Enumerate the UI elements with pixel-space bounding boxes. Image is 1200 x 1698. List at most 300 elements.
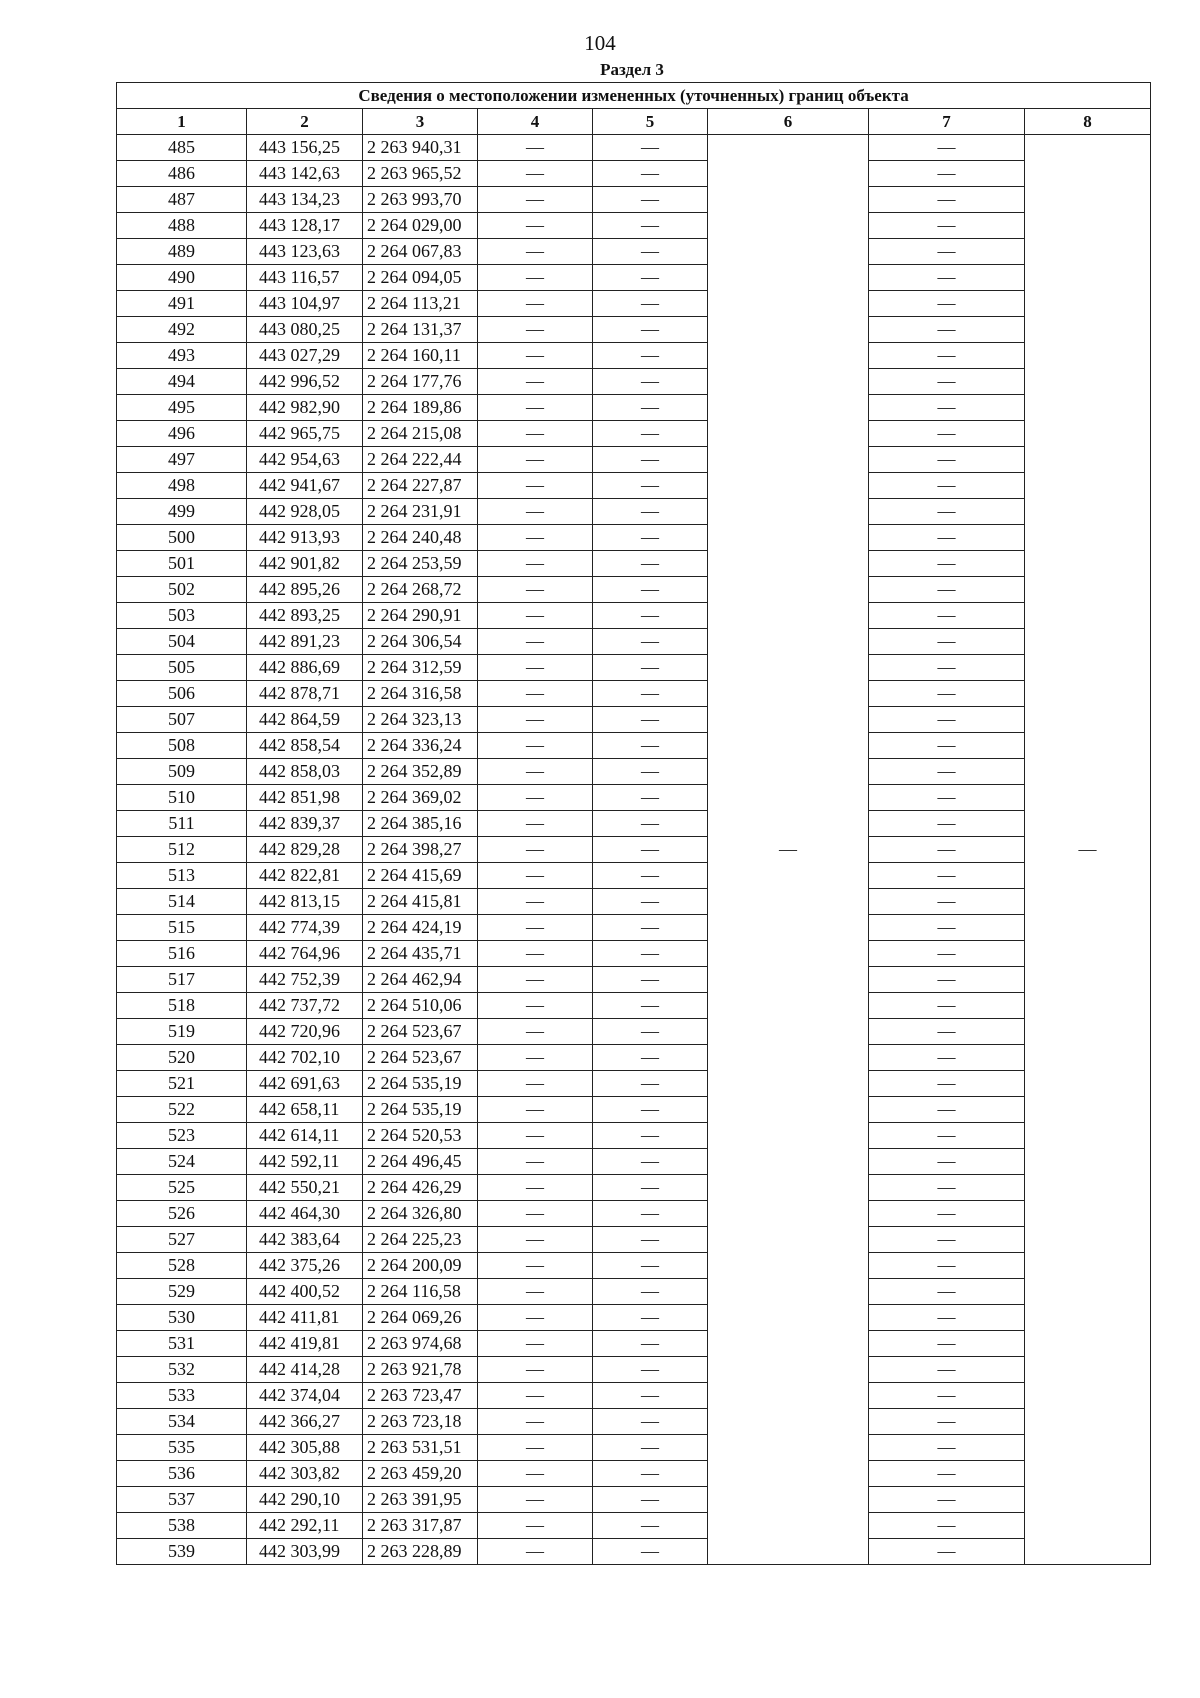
point-number-cell: 527 [117, 1227, 247, 1253]
table-row [117, 603, 1151, 629]
column-7-cell: — [869, 1461, 1025, 1487]
column-4-cell: — [478, 759, 593, 785]
point-number-cell: 521 [117, 1071, 247, 1097]
table-row [117, 499, 1151, 525]
x-coordinate-cell: 442 839,37 [247, 811, 363, 837]
point-number-cell: 494 [117, 369, 247, 395]
column-5-cell: — [593, 1097, 708, 1123]
table-row [117, 629, 1151, 655]
column-4-cell: — [478, 343, 593, 369]
column-5-cell: — [593, 1227, 708, 1253]
table-row [117, 1123, 1151, 1149]
column-5-cell: — [593, 733, 708, 759]
y-coordinate-cell: 2 264 415,69 [363, 863, 478, 889]
x-coordinate-cell: 442 464,30 [247, 1201, 363, 1227]
column-5-cell: — [593, 551, 708, 577]
column-4-cell: — [478, 1227, 593, 1253]
table-row [117, 993, 1151, 1019]
column-7-cell: — [869, 681, 1025, 707]
column-7-cell: — [869, 629, 1025, 655]
column-4-cell: — [478, 1461, 593, 1487]
column-7-cell: — [869, 395, 1025, 421]
column-header: 5 [593, 109, 708, 135]
column-5-cell: — [593, 525, 708, 551]
column-4-cell: — [478, 1071, 593, 1097]
point-number-cell: 512 [117, 837, 247, 863]
column-7-cell: — [869, 1071, 1025, 1097]
y-coordinate-cell: 2 264 312,59 [363, 655, 478, 681]
column-5-cell: — [593, 187, 708, 213]
point-number-cell: 524 [117, 1149, 247, 1175]
column-7-cell: — [869, 863, 1025, 889]
x-coordinate-cell: 442 774,39 [247, 915, 363, 941]
column-header: 8 [1025, 109, 1151, 135]
table-row [117, 785, 1151, 811]
x-coordinate-cell: 442 411,81 [247, 1305, 363, 1331]
column-7-cell: — [869, 343, 1025, 369]
point-number-cell: 499 [117, 499, 247, 525]
point-number-cell: 539 [117, 1539, 247, 1565]
column-5-cell: — [593, 941, 708, 967]
column-5-cell: — [593, 1461, 708, 1487]
column-7-cell: — [869, 1305, 1025, 1331]
column-5-cell: — [593, 915, 708, 941]
point-number-cell: 501 [117, 551, 247, 577]
point-number-cell: 536 [117, 1461, 247, 1487]
x-coordinate-cell: 442 303,82 [247, 1461, 363, 1487]
column-4-cell: — [478, 499, 593, 525]
x-coordinate-cell: 442 764,96 [247, 941, 363, 967]
y-coordinate-cell: 2 264 116,58 [363, 1279, 478, 1305]
column-5-cell: — [593, 837, 708, 863]
point-number-cell: 500 [117, 525, 247, 551]
column-4-cell: — [478, 1539, 593, 1565]
table-row [117, 681, 1151, 707]
column-4-cell: — [478, 421, 593, 447]
column-7-cell: — [869, 915, 1025, 941]
column-5-cell: — [593, 499, 708, 525]
column-4-cell: — [478, 993, 593, 1019]
column-7-cell: — [869, 187, 1025, 213]
y-coordinate-cell: 2 264 496,45 [363, 1149, 478, 1175]
column-5-cell: — [593, 473, 708, 499]
column-7-cell: — [869, 811, 1025, 837]
table-row [117, 213, 1151, 239]
column-7-cell: — [869, 1123, 1025, 1149]
column-7-cell: — [869, 1045, 1025, 1071]
x-coordinate-cell: 442 941,67 [247, 473, 363, 499]
column-5-cell: — [593, 811, 708, 837]
column-7-cell: — [869, 213, 1025, 239]
column-7-cell: — [869, 369, 1025, 395]
column-5-cell: — [593, 447, 708, 473]
column-7-cell: — [869, 733, 1025, 759]
x-coordinate-cell: 442 996,52 [247, 369, 363, 395]
column-4-cell: — [478, 967, 593, 993]
y-coordinate-cell: 2 264 200,09 [363, 1253, 478, 1279]
column-7-cell: — [869, 837, 1025, 863]
column-5-cell: — [593, 889, 708, 915]
column-4-cell: — [478, 1409, 593, 1435]
column-4-cell: — [478, 265, 593, 291]
column-7-cell: — [869, 317, 1025, 343]
table-row [117, 343, 1151, 369]
y-coordinate-cell: 2 264 067,83 [363, 239, 478, 265]
table-row [117, 967, 1151, 993]
column-7-cell: — [869, 1487, 1025, 1513]
point-number-cell: 533 [117, 1383, 247, 1409]
column-5-cell: — [593, 1305, 708, 1331]
point-number-cell: 496 [117, 421, 247, 447]
x-coordinate-cell: 442 614,11 [247, 1123, 363, 1149]
table-row [117, 811, 1151, 837]
y-coordinate-cell: 2 264 160,11 [363, 343, 478, 369]
column-7-cell: — [869, 499, 1025, 525]
column-header: 6 [708, 109, 869, 135]
x-coordinate-cell: 442 400,52 [247, 1279, 363, 1305]
column-4-cell: — [478, 1305, 593, 1331]
column-5-cell: — [593, 1487, 708, 1513]
point-number-cell: 509 [117, 759, 247, 785]
y-coordinate-cell: 2 264 385,16 [363, 811, 478, 837]
point-number-cell: 493 [117, 343, 247, 369]
table-row [117, 655, 1151, 681]
x-coordinate-cell: 442 858,54 [247, 733, 363, 759]
column-7-cell: — [869, 603, 1025, 629]
column-5-cell: — [593, 135, 708, 161]
column-7-cell: — [869, 967, 1025, 993]
column-7-cell: — [869, 993, 1025, 1019]
x-coordinate-cell: 442 592,11 [247, 1149, 363, 1175]
x-coordinate-cell: 442 901,82 [247, 551, 363, 577]
section-title: Раздел 3 [600, 60, 664, 79]
y-coordinate-cell: 2 264 240,48 [363, 525, 478, 551]
point-number-cell: 515 [117, 915, 247, 941]
x-coordinate-cell: 442 292,11 [247, 1513, 363, 1539]
y-coordinate-cell: 2 264 426,29 [363, 1175, 478, 1201]
table-row [117, 473, 1151, 499]
column-4-cell: — [478, 1279, 593, 1305]
column-4-cell: — [478, 1019, 593, 1045]
table-row [117, 161, 1151, 187]
column-4-cell: — [478, 473, 593, 499]
x-coordinate-cell: 442 414,28 [247, 1357, 363, 1383]
column-5-cell: — [593, 1045, 708, 1071]
column-7-cell: — [869, 1227, 1025, 1253]
column-4-cell: — [478, 1253, 593, 1279]
column-4-cell: — [478, 1435, 593, 1461]
y-coordinate-cell: 2 263 993,70 [363, 187, 478, 213]
column-5-cell: — [593, 239, 708, 265]
column-4-cell: — [478, 577, 593, 603]
point-number-cell: 525 [117, 1175, 247, 1201]
table-row [117, 863, 1151, 889]
column-5-cell: — [593, 369, 708, 395]
x-coordinate-cell: 442 954,63 [247, 447, 363, 473]
x-coordinate-cell: 442 366,27 [247, 1409, 363, 1435]
y-coordinate-cell: 2 264 222,44 [363, 447, 478, 473]
table-row [117, 1435, 1151, 1461]
y-coordinate-cell: 2 264 326,80 [363, 1201, 478, 1227]
column-4-cell: — [478, 1383, 593, 1409]
x-coordinate-cell: 442 829,28 [247, 837, 363, 863]
column-4-cell: — [478, 655, 593, 681]
point-number-cell: 504 [117, 629, 247, 655]
table-row [117, 1539, 1151, 1565]
x-coordinate-cell: 442 550,21 [247, 1175, 363, 1201]
y-coordinate-cell: 2 264 069,26 [363, 1305, 478, 1331]
column-7-cell: — [869, 1253, 1025, 1279]
table-row [117, 889, 1151, 915]
column-4-cell: — [478, 889, 593, 915]
x-coordinate-cell: 442 913,93 [247, 525, 363, 551]
point-number-cell: 497 [117, 447, 247, 473]
table-row [117, 707, 1151, 733]
y-coordinate-cell: 2 264 323,13 [363, 707, 478, 733]
table-row [117, 1071, 1151, 1097]
column-5-cell: — [593, 317, 708, 343]
column-5-cell: — [593, 1019, 708, 1045]
column-5-cell: — [593, 421, 708, 447]
column-7-cell: — [869, 1175, 1025, 1201]
y-coordinate-cell: 2 263 974,68 [363, 1331, 478, 1357]
y-coordinate-cell: 2 264 535,19 [363, 1097, 478, 1123]
point-number-cell: 529 [117, 1279, 247, 1305]
y-coordinate-cell: 2 264 415,81 [363, 889, 478, 915]
x-coordinate-cell: 442 290,10 [247, 1487, 363, 1513]
column-5-cell: — [593, 1383, 708, 1409]
column-4-cell: — [478, 239, 593, 265]
x-coordinate-cell: 442 374,04 [247, 1383, 363, 1409]
point-number-cell: 519 [117, 1019, 247, 1045]
y-coordinate-cell: 2 264 253,59 [363, 551, 478, 577]
column-5-cell: — [593, 603, 708, 629]
column-7-cell: — [869, 1409, 1025, 1435]
column-4-cell: — [478, 629, 593, 655]
column-5-cell: — [593, 1513, 708, 1539]
column-4-cell: — [478, 213, 593, 239]
column-4-cell: — [478, 1149, 593, 1175]
x-coordinate-cell: 442 303,99 [247, 1539, 363, 1565]
column-7-cell: — [869, 577, 1025, 603]
y-coordinate-cell: 2 264 520,53 [363, 1123, 478, 1149]
table-row [117, 1045, 1151, 1071]
point-number-cell: 507 [117, 707, 247, 733]
column-4-cell: — [478, 1201, 593, 1227]
x-coordinate-cell: 443 116,57 [247, 265, 363, 291]
table-title: Сведения о местоположении измененных (уточненных) границ объекта [117, 83, 1151, 109]
page-number: 104 [584, 31, 616, 55]
column-4-cell: — [478, 1513, 593, 1539]
column-4-cell: — [478, 135, 593, 161]
column-4-cell: — [478, 1487, 593, 1513]
table-row [117, 1331, 1151, 1357]
column-7-cell: — [869, 421, 1025, 447]
table-row [117, 759, 1151, 785]
table-row [117, 915, 1151, 941]
table-row [117, 1019, 1151, 1045]
column-7-cell: — [869, 551, 1025, 577]
x-coordinate-cell: 442 383,64 [247, 1227, 363, 1253]
table-row [117, 291, 1151, 317]
y-coordinate-cell: 2 264 306,54 [363, 629, 478, 655]
point-number-cell: 487 [117, 187, 247, 213]
column-4-cell: — [478, 525, 593, 551]
y-coordinate-cell: 2 264 215,08 [363, 421, 478, 447]
point-number-cell: 531 [117, 1331, 247, 1357]
column-header: 3 [363, 109, 478, 135]
y-coordinate-cell: 2 264 094,05 [363, 265, 478, 291]
y-coordinate-cell: 2 264 369,02 [363, 785, 478, 811]
point-number-cell: 491 [117, 291, 247, 317]
column-5-cell: — [593, 1409, 708, 1435]
column-7-cell: — [869, 161, 1025, 187]
column-7-cell: — [869, 447, 1025, 473]
point-number-cell: 508 [117, 733, 247, 759]
table-row [117, 1357, 1151, 1383]
point-number-cell: 502 [117, 577, 247, 603]
y-coordinate-cell: 2 264 398,27 [363, 837, 478, 863]
y-coordinate-cell: 2 263 317,87 [363, 1513, 478, 1539]
point-number-cell: 532 [117, 1357, 247, 1383]
column-5-cell: — [593, 1175, 708, 1201]
y-coordinate-cell: 2 264 523,67 [363, 1019, 478, 1045]
column-7-cell: — [869, 135, 1025, 161]
column-7-cell: — [869, 785, 1025, 811]
column-header: 1 [117, 109, 247, 135]
column-7-cell: — [869, 473, 1025, 499]
column-5-cell: — [593, 759, 708, 785]
y-coordinate-cell: 2 263 459,20 [363, 1461, 478, 1487]
column-7-cell: — [869, 1097, 1025, 1123]
column-5-cell: — [593, 343, 708, 369]
point-number-cell: 537 [117, 1487, 247, 1513]
x-coordinate-cell: 442 702,10 [247, 1045, 363, 1071]
column-7-cell: — [869, 941, 1025, 967]
point-number-cell: 517 [117, 967, 247, 993]
column-5-cell: — [593, 265, 708, 291]
y-coordinate-cell: 2 264 189,86 [363, 395, 478, 421]
table-row [117, 1097, 1151, 1123]
y-coordinate-cell: 2 264 352,89 [363, 759, 478, 785]
y-coordinate-cell: 2 263 921,78 [363, 1357, 478, 1383]
table-row [117, 941, 1151, 967]
column-header: 2 [247, 109, 363, 135]
point-number-cell: 505 [117, 655, 247, 681]
column-5-cell: — [593, 863, 708, 889]
column-4-cell: — [478, 603, 593, 629]
x-coordinate-cell: 442 822,81 [247, 863, 363, 889]
column-4-cell: — [478, 863, 593, 889]
boundary-coordinates-table [116, 82, 1151, 1565]
y-coordinate-cell: 2 264 113,21 [363, 291, 478, 317]
x-coordinate-cell: 443 123,63 [247, 239, 363, 265]
column-7-cell: — [869, 1383, 1025, 1409]
x-coordinate-cell: 443 142,63 [247, 161, 363, 187]
point-number-cell: 522 [117, 1097, 247, 1123]
column-7-cell: — [869, 1435, 1025, 1461]
column-4-cell: — [478, 369, 593, 395]
column-5-cell: — [593, 291, 708, 317]
column-8-merged-cell: — [1025, 135, 1151, 1565]
table-row [117, 1409, 1151, 1435]
x-coordinate-cell: 442 813,15 [247, 889, 363, 915]
point-number-cell: 514 [117, 889, 247, 915]
table-row [117, 369, 1151, 395]
point-number-cell: 490 [117, 265, 247, 291]
y-coordinate-cell: 2 264 290,91 [363, 603, 478, 629]
column-5-cell: — [593, 1071, 708, 1097]
point-number-cell: 526 [117, 1201, 247, 1227]
column-7-cell: — [869, 525, 1025, 551]
point-number-cell: 485 [117, 135, 247, 161]
point-number-cell: 538 [117, 1513, 247, 1539]
x-coordinate-cell: 442 893,25 [247, 603, 363, 629]
y-coordinate-cell: 2 264 316,58 [363, 681, 478, 707]
point-number-cell: 489 [117, 239, 247, 265]
x-coordinate-cell: 442 858,03 [247, 759, 363, 785]
column-7-cell: — [869, 707, 1025, 733]
table-row [117, 447, 1151, 473]
table-row [117, 1305, 1151, 1331]
column-5-cell: — [593, 1279, 708, 1305]
table-row [117, 1227, 1151, 1253]
table-row [117, 1513, 1151, 1539]
column-5-cell: — [593, 161, 708, 187]
y-coordinate-cell: 2 263 940,31 [363, 135, 478, 161]
y-coordinate-cell: 2 264 029,00 [363, 213, 478, 239]
column-7-cell: — [869, 1149, 1025, 1175]
x-coordinate-cell: 442 928,05 [247, 499, 363, 525]
column-5-cell: — [593, 1331, 708, 1357]
column-7-cell: — [869, 1019, 1025, 1045]
table-row [117, 1149, 1151, 1175]
x-coordinate-cell: 442 886,69 [247, 655, 363, 681]
x-coordinate-cell: 442 737,72 [247, 993, 363, 1019]
y-coordinate-cell: 2 263 228,89 [363, 1539, 478, 1565]
x-coordinate-cell: 442 375,26 [247, 1253, 363, 1279]
column-7-cell: — [869, 1357, 1025, 1383]
table-row [117, 421, 1151, 447]
column-5-cell: — [593, 707, 708, 733]
column-4-cell: — [478, 1045, 593, 1071]
column-4-cell: — [478, 941, 593, 967]
column-6-merged-cell: — [708, 135, 869, 1565]
y-coordinate-cell: 2 263 723,47 [363, 1383, 478, 1409]
column-4-cell: — [478, 187, 593, 213]
x-coordinate-cell: 442 965,75 [247, 421, 363, 447]
point-number-cell: 523 [117, 1123, 247, 1149]
column-4-cell: — [478, 1331, 593, 1357]
column-4-cell: — [478, 291, 593, 317]
column-7-cell: — [869, 1331, 1025, 1357]
x-coordinate-cell: 443 134,23 [247, 187, 363, 213]
column-5-cell: — [593, 993, 708, 1019]
column-4-cell: — [478, 681, 593, 707]
x-coordinate-cell: 442 419,81 [247, 1331, 363, 1357]
table-row [117, 577, 1151, 603]
column-5-cell: — [593, 681, 708, 707]
table-row [117, 1253, 1151, 1279]
column-5-cell: — [593, 1201, 708, 1227]
x-coordinate-cell: 442 864,59 [247, 707, 363, 733]
column-4-cell: — [478, 447, 593, 473]
column-4-cell: — [478, 395, 593, 421]
column-7-cell: — [869, 1513, 1025, 1539]
x-coordinate-cell: 442 658,11 [247, 1097, 363, 1123]
y-coordinate-cell: 2 264 231,91 [363, 499, 478, 525]
column-7-cell: — [869, 1201, 1025, 1227]
